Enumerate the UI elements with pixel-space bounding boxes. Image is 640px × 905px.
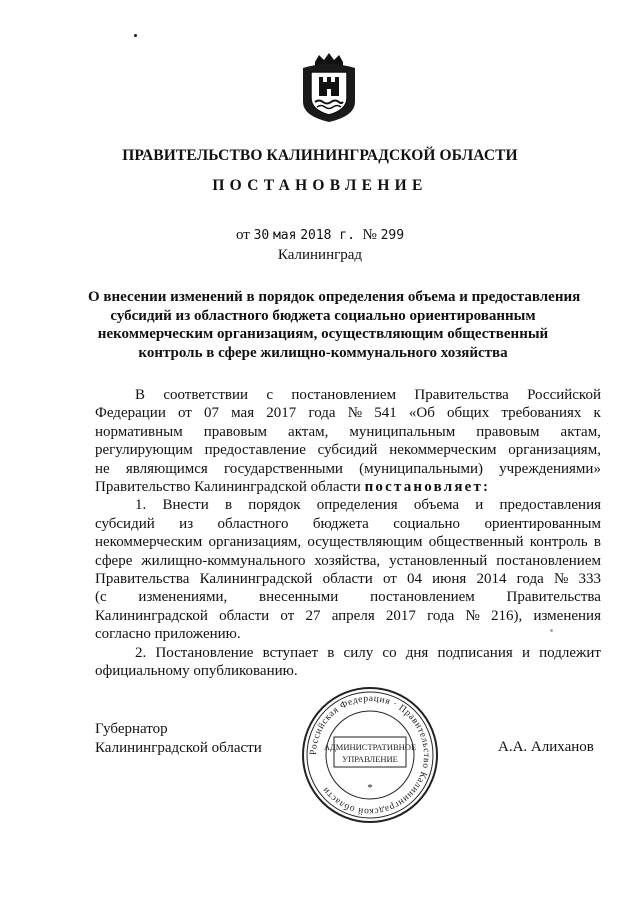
word: установленный xyxy=(389,552,488,569)
word: в xyxy=(327,644,335,661)
word: внесенными xyxy=(259,589,339,606)
word: вступает xyxy=(262,644,319,661)
city: Калининград xyxy=(277,247,363,263)
word: актам, xyxy=(288,423,329,440)
word: осуществляющим xyxy=(307,534,423,551)
word: 1. xyxy=(135,497,147,514)
word: (с xyxy=(95,589,107,606)
subject-line: О внесении изменений в порядок определения объема и предоставления xyxy=(88,289,581,305)
signatory-title: Губернатор xyxy=(95,721,168,737)
word: года xyxy=(516,571,544,588)
word: В xyxy=(135,387,146,403)
signatory-position xyxy=(95,720,262,758)
body-line xyxy=(95,386,601,404)
signatory-region: Калининградской области xyxy=(95,740,262,756)
body-line xyxy=(95,644,601,662)
subject-line: некоммерческим организациям, осуществляющим общественный xyxy=(97,326,549,342)
scan-mark xyxy=(550,629,553,632)
seal-ring-text: Российская Федерация · Правительство Калининградской области xyxy=(308,693,432,817)
word: с xyxy=(266,387,274,403)
word: требованиях xyxy=(501,405,582,422)
word: 541 xyxy=(374,405,397,422)
organization-title: ПРАВИТЕЛЬСТВО КАЛИНИНГРАДСКОЙ ОБЛАСТИ xyxy=(122,147,518,164)
word: сфере xyxy=(95,552,133,569)
word: предоставление xyxy=(204,442,306,459)
date-number-line xyxy=(0,227,640,244)
word: апреля xyxy=(331,607,375,624)
seal-center-line1: АДМИНИСТРАТИВНОЕ xyxy=(323,742,417,752)
seal-star: * xyxy=(367,782,373,794)
word: со xyxy=(382,644,397,661)
body-line xyxy=(95,496,601,514)
body-line xyxy=(95,552,601,570)
word: организациям, xyxy=(208,534,302,551)
word: бюджета xyxy=(312,515,369,532)
subject-line: субсидий из областного бюджета социально ориентированным xyxy=(110,307,536,324)
body-line: официальному опубликованию. xyxy=(95,663,298,680)
number-sign: № xyxy=(362,227,377,243)
body-line xyxy=(95,441,601,459)
word: Постановление xyxy=(155,644,254,661)
word: из xyxy=(179,515,194,532)
word: силу xyxy=(343,644,374,661)
word: субсидий xyxy=(95,515,155,532)
word: 216), xyxy=(490,607,523,624)
word: 333 xyxy=(578,571,601,588)
word: года xyxy=(308,405,336,422)
word: регулирующим xyxy=(95,442,193,459)
word: социально xyxy=(393,515,461,532)
word: 07 xyxy=(204,405,220,422)
date-prefix: от xyxy=(235,227,250,243)
word: изменения xyxy=(533,607,601,624)
word: не xyxy=(95,460,110,477)
word: (муниципальными) xyxy=(359,460,483,477)
word: общественный xyxy=(428,534,524,551)
word: дня xyxy=(405,644,429,661)
word: Калининградской xyxy=(199,571,313,588)
word: предоставления xyxy=(499,497,601,514)
word: нормативным xyxy=(95,423,183,440)
word: 2014 xyxy=(476,571,507,588)
date-day: 30 xyxy=(253,228,270,243)
word: порядок xyxy=(248,497,301,514)
coat-of-arms-icon xyxy=(297,52,361,124)
word: 2. xyxy=(135,644,147,661)
word: правовым xyxy=(203,423,268,440)
word: области xyxy=(219,607,270,624)
word: постановлением xyxy=(370,589,475,606)
word: Правительства xyxy=(95,571,190,588)
word: к xyxy=(593,405,601,422)
word: Правительства xyxy=(506,589,601,606)
word: от xyxy=(280,607,295,624)
word: жилищно-коммунального xyxy=(141,552,306,569)
document-subject xyxy=(88,288,581,362)
word: 2017 xyxy=(266,405,297,422)
word: некоммерческим xyxy=(95,534,203,551)
word: государственными xyxy=(223,460,343,477)
word: определения xyxy=(316,497,398,514)
word: 27 xyxy=(305,607,321,624)
word: подлежит xyxy=(539,644,601,661)
date-year: 2018 г. xyxy=(300,228,355,243)
body-line xyxy=(95,460,601,478)
word: № xyxy=(553,571,569,588)
word: правовым xyxy=(476,423,540,440)
word: № xyxy=(347,405,363,422)
word: подписания xyxy=(437,644,513,661)
word: июня xyxy=(432,571,467,588)
word: областного xyxy=(217,515,289,532)
body-line xyxy=(95,515,601,533)
body-line xyxy=(95,423,601,441)
word: № xyxy=(465,607,480,624)
word: постановлением xyxy=(291,387,397,403)
word: Внести xyxy=(162,497,209,514)
word: Правительства xyxy=(414,387,509,403)
body-line xyxy=(95,404,601,422)
word: 04 xyxy=(406,571,422,588)
body-line xyxy=(95,478,601,496)
word: хозяйства, xyxy=(314,552,381,569)
word: актам, xyxy=(560,423,601,440)
word: 2017 xyxy=(385,607,416,624)
body-line xyxy=(95,588,601,606)
signatory-name: А.А. Алиханов xyxy=(498,739,594,755)
word: субсидий xyxy=(317,442,378,459)
seal-center-line2: УПРАВЛЕНИЕ xyxy=(342,754,398,764)
word: общих xyxy=(446,405,490,422)
word: являющимся xyxy=(125,460,208,477)
word: соответствии xyxy=(163,387,249,403)
word: ориентированным xyxy=(484,515,601,532)
word: и xyxy=(475,497,484,514)
word: постановлением xyxy=(496,552,601,569)
body-line: согласно приложению. xyxy=(95,626,241,643)
word: некоммерческим xyxy=(389,442,497,459)
word: от xyxy=(178,405,192,422)
date-month: мая xyxy=(272,228,297,243)
scan-dot xyxy=(134,34,137,37)
body-text: Правительство Калининградской области xyxy=(95,479,361,496)
word: от xyxy=(382,571,397,588)
body-line xyxy=(95,570,601,588)
word: изменениями, xyxy=(138,589,228,606)
word: организациям, xyxy=(508,442,601,459)
word: Калининградской xyxy=(95,607,208,624)
word: Российской xyxy=(527,387,601,403)
word: и xyxy=(521,644,530,661)
word: Федерации xyxy=(95,405,166,422)
word: учреждениями» xyxy=(499,460,601,477)
word: мая xyxy=(231,405,255,422)
word: объема xyxy=(413,497,460,514)
official-seal-icon xyxy=(300,685,440,825)
document-body xyxy=(95,386,601,681)
word: «Об xyxy=(408,405,435,422)
word: контроль xyxy=(529,534,588,551)
subject-line: контроль в сфере жилищно-коммунального хозяйства xyxy=(138,344,508,361)
body-line xyxy=(95,533,601,551)
body-line xyxy=(95,607,601,625)
resolves-word: постановляет: xyxy=(364,479,491,496)
word: года xyxy=(427,607,455,624)
document-type: ПОСТАНОВЛЕНИЕ xyxy=(212,177,428,194)
word: в xyxy=(593,534,601,551)
document-number: 299 xyxy=(380,228,405,243)
word: в xyxy=(224,497,233,514)
word: муниципальным xyxy=(349,423,456,440)
word: области xyxy=(322,571,373,588)
